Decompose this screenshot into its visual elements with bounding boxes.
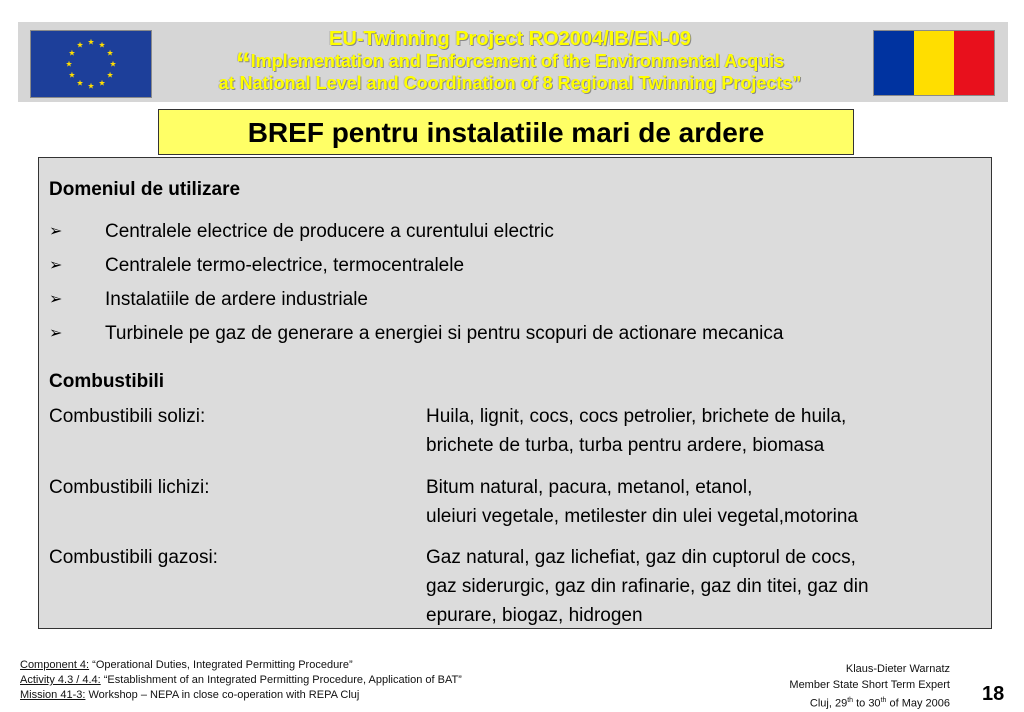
content-panel [38,157,992,629]
footer-expert-info [650,661,950,712]
eu-star-icon [69,50,75,56]
footer-component-label: Component 4: [20,659,90,671]
fuel-value-line: gaz siderurgic, gaz din rafinarie, gaz din titei, gaz din [426,576,869,597]
eu-star-icon [88,83,94,89]
eu-star-icon [66,61,72,67]
footer-activity [20,673,462,688]
project-subtitle [160,47,860,80]
fuel-value-line: Gaz natural, gaz lichefiat, gaz din cuptorul de cocs, [426,547,856,568]
arrow-bullet-icon: ➢ [49,291,63,308]
arrow-bullet-icon: ➢ [49,325,63,342]
eu-star-icon [69,72,75,78]
fuel-value-liquid [426,473,858,531]
footer-activity-label: Activity 4.3 / 4.4: [20,674,101,686]
eu-flag-logo [30,30,152,98]
expert-role: Member State Short Term Expert [789,679,950,691]
footer-mission-text: Workshop – NEPA in close co-operation with REPA Cluj [85,689,360,701]
arrow-bullet-icon: ➢ [49,223,63,240]
list-item-text: Centralele electrice de producere a curentului electric [105,221,554,242]
project-subtitle-line: Implementation and Enforcement of the Environmental Acquis [250,51,785,71]
eu-star-icon [107,50,113,56]
date-part: Cluj, 29 [809,697,848,710]
footer-activity-text: “Establishment of an Integrated Permitting Procedure, Application of BAT” [100,674,462,686]
slide-title: BREF pentru instalatiile mari de ardere [158,109,854,155]
fuel-label-solid: Combustibili solizi: [49,406,206,427]
eu-star-icon [77,42,83,48]
fuel-value-line: Huila, lignit, cocs, cocs petrolier, brichete de huila, [426,406,847,427]
domeniu-heading: Domeniul de utilizare [49,179,241,200]
footer-mission-label: Mission 41-3: [20,689,86,701]
fuel-value-solid [426,402,846,460]
footer-component-text: “Operational Duties, Integrated Permitting Procedure” [89,659,353,671]
fuel-value-line: Bitum natural, pacura, metanol, etanol, [426,477,753,498]
project-subtitle-line2: at National Level and Coordination of 8 Regional Twinning Projects” [218,73,802,93]
footer-project-info [20,658,462,703]
fuel-value-line: uleiuri vegetale, metilester din ulei vegetal,motorina [426,506,858,527]
eu-star-icon [110,61,116,67]
eu-star-icon [88,39,94,45]
ro-flag-blue [874,31,914,95]
page-number: 18 [982,683,1005,705]
fuel-label-liquid: Combustibili lichizi: [49,477,210,498]
arrow-bullet-icon: ➢ [49,257,63,274]
project-header [160,28,860,94]
fuel-value-line: brichete de turba, turba pentru ardere, biomasa [426,435,825,456]
footer-component [20,658,462,673]
ro-flag-yellow [914,31,954,95]
open-quote: “ [235,47,251,80]
fuel-value-gas [426,543,869,630]
date-sup: th [880,697,887,704]
eu-star-icon [99,42,105,48]
footer-mission [20,688,462,703]
romania-flag-logo [873,30,995,96]
list-item-text: Instalatiile de ardere industriale [105,289,368,310]
eu-star-icon [77,80,83,86]
expert-name: Klaus-Dieter Warnatz [845,663,950,675]
eu-stars-icon [31,31,151,97]
eu-star-icon [99,80,105,86]
list-item-text: Centralele termo-electrice, termocentralele [105,255,465,276]
combustibili-heading: Combustibili [49,371,165,392]
date-part: of May 2006 [886,697,950,710]
fuel-label-gas: Combustibili gazosi: [49,547,218,568]
date-part: to 30 [853,697,881,710]
project-code: EU-Twinning Project RO2004/IB/EN-09 [329,28,691,50]
ro-flag-red [954,31,994,95]
list-item-text: Turbinele pe gaz de generare a energiei si pentru scopuri de actionare mecanica [105,323,784,344]
fuel-value-line: epurare, biogaz, hidrogen [426,605,643,626]
eu-star-icon [107,72,113,78]
date-sup: th [847,697,854,704]
